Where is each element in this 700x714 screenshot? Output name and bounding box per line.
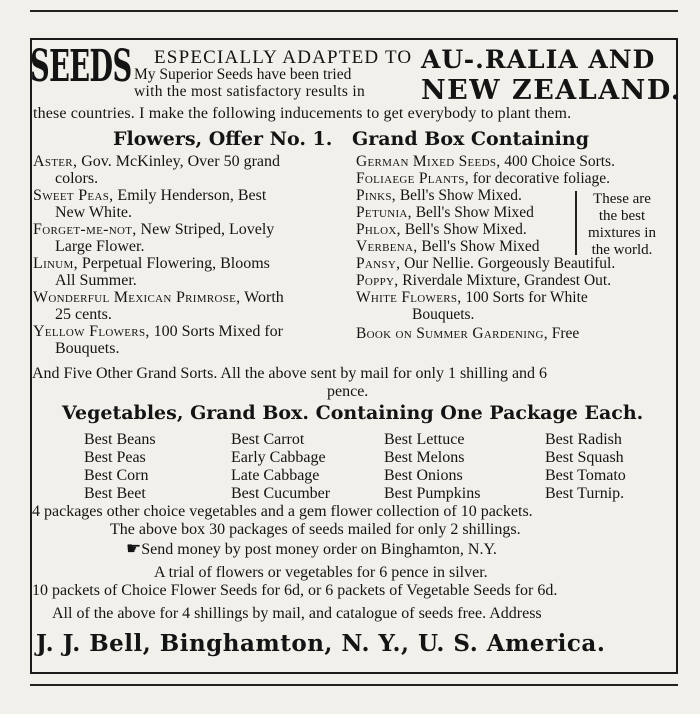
flower-text: Gov. McKinley, Over 50 grand <box>81 153 281 170</box>
grand-box-entry <box>356 170 671 187</box>
flower-entry <box>33 323 348 340</box>
vegetable-item: Best Lettuce <box>384 431 465 448</box>
flower-name: Sweet Peas, <box>33 187 114 204</box>
satisfactory-results-line: with the most satisfactory results in <box>134 83 366 100</box>
new-zealand-heading: NEW ZEALAND. <box>421 75 682 106</box>
grand-box-entry <box>356 289 671 306</box>
grand-box-text: Bell's Show Mixed. <box>404 221 527 238</box>
flowers-list <box>33 153 348 357</box>
send-money-line <box>126 540 497 558</box>
adapted-heading: ESPECIALLY ADAPTED TO <box>154 47 413 68</box>
vegetable-item: Best Onions <box>384 467 463 484</box>
flower-name: Linum, <box>33 255 78 272</box>
vegetable-item: Best Tomato <box>545 467 626 484</box>
grand-box-entry <box>356 272 671 289</box>
flower-cont: Bouquets. <box>55 340 120 357</box>
grand-box-text: Bouquets. <box>412 306 475 323</box>
flower-entry <box>33 187 348 204</box>
vegetable-item: Best Melons <box>384 449 465 466</box>
vegetable-column <box>384 431 480 503</box>
flower-cont: Large Flower. <box>55 238 145 255</box>
vegetable-item: Best Turnip. <box>545 485 625 502</box>
trial-line: A trial of flowers or vegetables for 6 pence in silver. <box>154 564 488 581</box>
grand-box-name: Phlox, <box>356 221 401 238</box>
top-rule <box>30 10 678 12</box>
flower-entry <box>33 153 348 170</box>
flower-cont: New White. <box>55 204 133 221</box>
vegetable-item: Best Peas <box>84 449 146 466</box>
packages-line: 4 packages other choice vegetables and a gem flower collection of 10 packets. <box>32 503 533 520</box>
grand-box-text: 400 Choice Sorts. <box>504 153 615 170</box>
mailed-line: The above box 30 packages of seeds mailed for only 2 shillings. <box>110 521 521 538</box>
flower-cont: 25 cents. <box>55 306 112 323</box>
vegetable-column <box>545 431 626 503</box>
flower-text: 100 Sorts Mixed for <box>153 323 283 340</box>
flower-name: Aster, <box>33 153 78 170</box>
flower-text: Worth <box>244 289 284 306</box>
vegetable-item: Best Squash <box>545 449 624 466</box>
superior-seeds-line: My Superior Seeds have been tried <box>134 66 352 83</box>
box-line: mixtures in <box>588 225 656 241</box>
grand-box-entry <box>356 153 671 170</box>
vegetable-item: Late Cabbage <box>231 467 320 484</box>
flower-entry <box>33 289 348 306</box>
flower-name: Yellow Flowers, <box>33 323 150 340</box>
grand-box-entry <box>356 325 671 342</box>
flower-cont: colors. <box>55 170 99 187</box>
grand-box-name: Poppy, <box>356 272 399 289</box>
vegetable-item: Best Pumpkins <box>384 485 481 502</box>
flower-text: New Striped, Lovely <box>140 221 275 238</box>
vegetable-item: Early Cabbage <box>231 449 326 466</box>
flower-entry <box>33 221 348 238</box>
grand-box-name: Pinks, <box>356 187 396 204</box>
send-money-text: Send money by post money order on Binghamton, N.Y. <box>141 541 497 558</box>
box-line: These are <box>593 191 651 207</box>
grand-box-name: White Flowers, <box>356 289 462 306</box>
vegetable-item: Best Cucumber <box>231 485 331 502</box>
vegetable-column <box>231 431 330 503</box>
flower-name: Wonderful Mexican Primrose, <box>33 289 241 306</box>
grand-box-name: Verbena, <box>356 238 418 255</box>
vegetable-item: Best Corn <box>84 467 149 484</box>
grand-box-text: Bell's Show Mixed <box>421 238 540 255</box>
grand-box-text: Bell's Show Mixed. <box>399 187 522 204</box>
flower-text: Emily Henderson, Best <box>117 187 267 204</box>
vegetable-item: Best Beet <box>84 485 146 502</box>
other-sorts-line: And Five Other Grand Sorts. All the above sent by mail for only 1 shilling and 6 <box>32 365 548 382</box>
grand-box-name: Petunia, <box>356 204 412 221</box>
vegetable-item: Best Beans <box>84 431 156 448</box>
box-line: the world. <box>591 242 653 258</box>
grand-box-name: Foliaege Plants, <box>356 170 469 187</box>
vegetables-heading: Vegetables, Grand Box. Containing One Package Each. <box>62 402 644 424</box>
australia-heading: AU-.RALIA AND <box>421 45 656 74</box>
vegetable-item: Best Radish <box>545 431 622 448</box>
catalogue-line: All of the above for 4 shillings by mail, and catalogue of seeds free. Address <box>52 605 542 622</box>
pointing-hand-icon: ☛ <box>126 539 142 558</box>
grand-box-text: for decorative foliage. <box>472 170 611 187</box>
box-line: the best <box>598 208 646 224</box>
grand-box-entry <box>356 306 671 323</box>
grand-box-text: Bell's Show Mixed <box>415 204 534 221</box>
flower-name: Forget-me-not, <box>33 221 137 238</box>
grand-box-text: Riverdale Mixture, Grandest Out. <box>402 272 612 289</box>
seeds-title: SEEDS <box>30 41 132 92</box>
flowers-heading: Flowers, Offer No. 1. <box>113 128 333 150</box>
other-sorts-pence: pence. <box>327 383 369 400</box>
flower-text: Perpetual Flowering, Blooms <box>81 255 270 272</box>
choice-seeds-line: 10 packets of Choice Flower Seeds for 6d, or 6 packets of Vegetable Seeds for 6d. <box>32 582 558 599</box>
vegetable-column <box>84 431 156 503</box>
grand-box-name: Book on Summer Gardening, <box>356 325 548 342</box>
vegetable-item: Best Carrot <box>231 431 305 448</box>
grand-box-text: 100 Sorts for White <box>465 289 588 306</box>
flower-entry <box>33 255 348 272</box>
bottom-rule <box>30 684 678 686</box>
grand-box-name: German Mixed Seeds, <box>356 153 501 170</box>
grand-box-heading: Grand Box Containing <box>352 128 589 150</box>
grand-box-name: Pansy, <box>356 255 401 272</box>
grand-box-text: Free <box>551 325 580 342</box>
mixtures-box <box>575 191 667 258</box>
flower-cont: All Summer. <box>55 272 137 289</box>
inducement-line: these countries. I make the following inducements to get everybody to plant them. <box>33 105 572 122</box>
bell-address: J. J. Bell, Binghamton, N. Y., U. S. America. <box>36 630 606 657</box>
grand-box-text: Our Nellie. Gorgeously Beautiful. <box>404 255 616 272</box>
